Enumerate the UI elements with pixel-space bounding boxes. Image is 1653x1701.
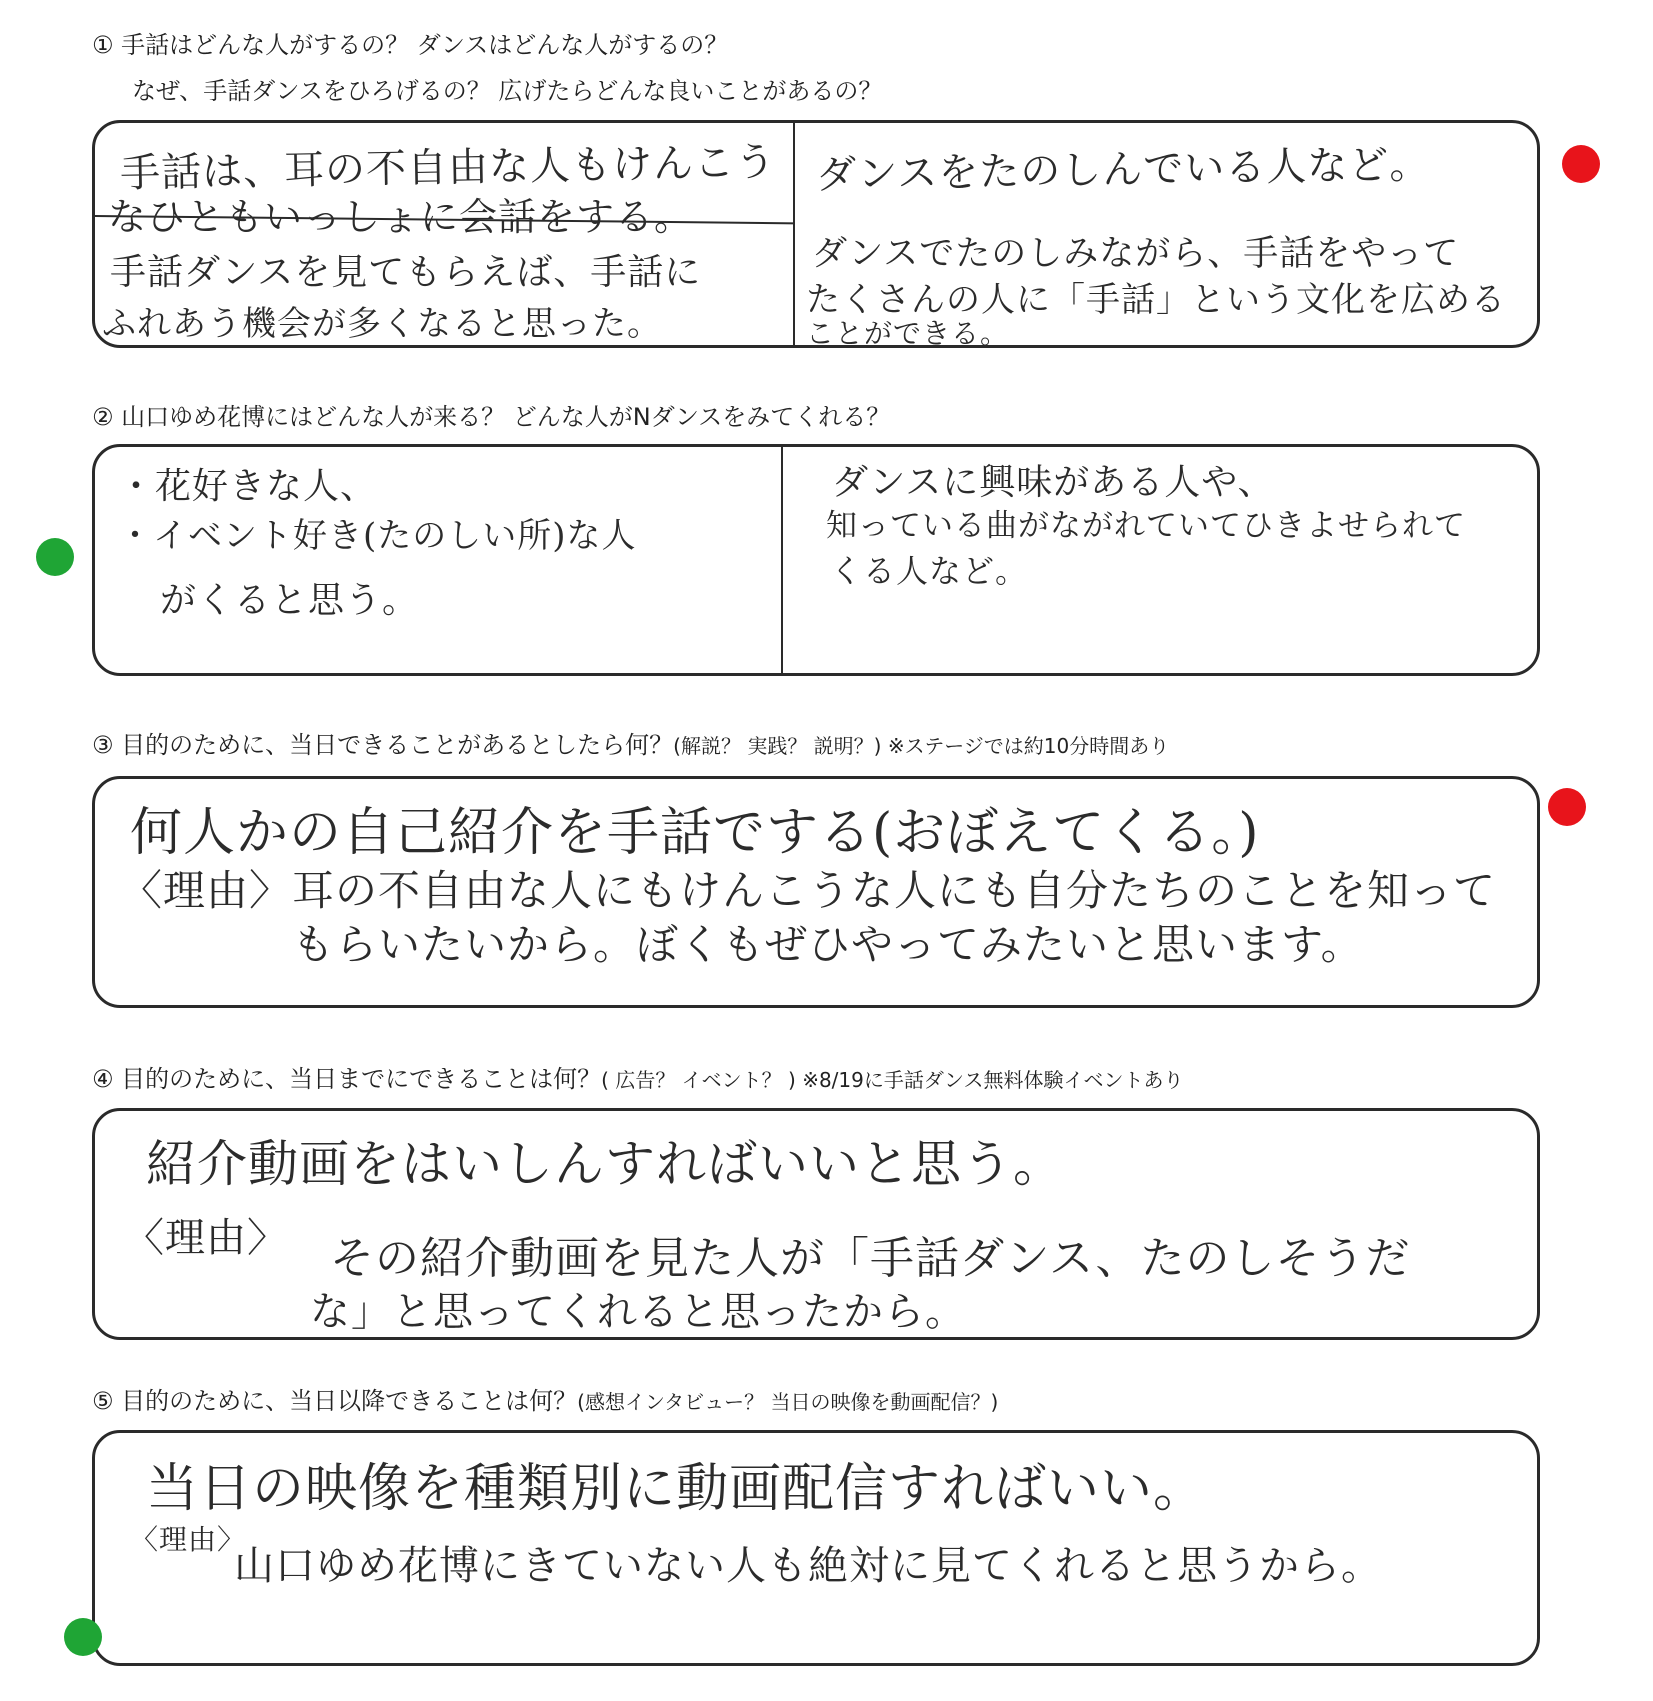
question-3-note: (解説？ 実践？ 説明？) ※ステージでは約10分時間あり [673,734,1170,758]
red-marker-dot [1548,788,1586,826]
answer-2-left-line-1: ・花好きな人、 [118,466,378,507]
answer-5-line-2: 山口ゆめ花博にきていない人も絶対に見てくれると思うから。 [234,1543,1382,1589]
answer-2-left-line-2: ・イベント好き(たのしい所)な人 [118,516,637,556]
answer-4-line-2: その紹介動画を見た人が「手話ダンス、たのしそうだ [330,1233,1411,1284]
answer-1-bottom-left-line-1: 手話ダンスを見てもらえば、手話に [110,252,702,293]
answer-1-top-right-line-1: ダンスをたのしんでいる人など。 [815,141,1431,199]
answer-3-line-1: 何人かの自己紹介を手話でする(おぼえてくる。) [130,803,1260,863]
red-marker-dot [1562,145,1600,183]
answer-2-left-line-3: がくると思う。 [160,580,420,621]
question-4-line-1 [92,1064,1183,1095]
answer-2-right-line-2: 知っている曲がながれていてひきよせられて [826,508,1466,544]
answer-1-bottom-left-line-2: ふれあう機会が多くなると思った。 [102,304,662,344]
answer-4-line-1: 紹介動画をはいしんすればいいと思う。 [146,1135,1064,1193]
answer-1-top-left-line-1: 手話は、耳の不自由な人もけんこう [119,139,777,197]
answer-box-2-divider-v [781,447,783,673]
question-5-line-1 [92,1386,998,1417]
question-3-line-1 [92,730,1169,761]
answer-2-right-line-1: ダンスに興味がある人や、 [832,462,1275,503]
green-marker-dot [64,1618,102,1656]
question-1-line-2: なぜ、手話ダンスをひろげるの？ 広げたらどんな良いことがあるの？ [132,77,883,105]
answer-1-bottom-right-line-2: たくさんの人に「手話」という文化を広める [806,280,1506,320]
question-4-text: ④ 目的のために、当日までにできることは何？ [92,1065,602,1093]
question-1-line-1: ① 手話はどんな人がするの？ ダンスはどんな人がするの？ [92,31,729,59]
answer-3-line-3: もらいたいから。ぼくもぜひやってみたいと思います。 [292,920,1364,969]
answer-1-bottom-right-line-3: ことができる。 [806,317,1010,350]
answer-3-line-2: 〈理由〉耳の不自由な人にもけんこうな人にも自分たちのことを知って [120,866,1497,915]
question-5-note: (感想インタビュー？ 当日の映像を動画配信？) [577,1390,999,1414]
answer-2-right-line-3: くる人など。 [830,552,1029,590]
answer-box-1-divider-v [793,123,795,345]
question-5-text: ⑤ 目的のために、当日以降できることは何？ [92,1387,578,1415]
question-3-text: ③ 目的のために、当日できることがあるとしたら何？ [92,731,674,759]
answer-4-line-3: な」と思ってくれると思ったから。 [310,1289,966,1335]
answer-5-line-1: 当日の映像を種類別に動画配信すればいい。 [146,1459,1207,1519]
question-4-note: ( 広告？ イベント？ ) ※8/19に手話ダンス無料体験イベントあり [601,1068,1184,1092]
green-marker-dot [36,538,74,576]
answer-5-reason-label: 〈理由〉 [130,1523,247,1556]
answer-1-bottom-right-line-1: ダンスでたのしみながら、手話をやって [812,234,1460,274]
answer-4-reason-label: 〈理由〉 [124,1215,288,1261]
answer-1-top-left-line-2: なひともいっしょに会話をする。 [108,195,694,239]
question-2-line-1: ② 山口ゆめ花博にはどんな人が来る？ どんな人がNダンスをみてくれる？ [92,403,891,431]
